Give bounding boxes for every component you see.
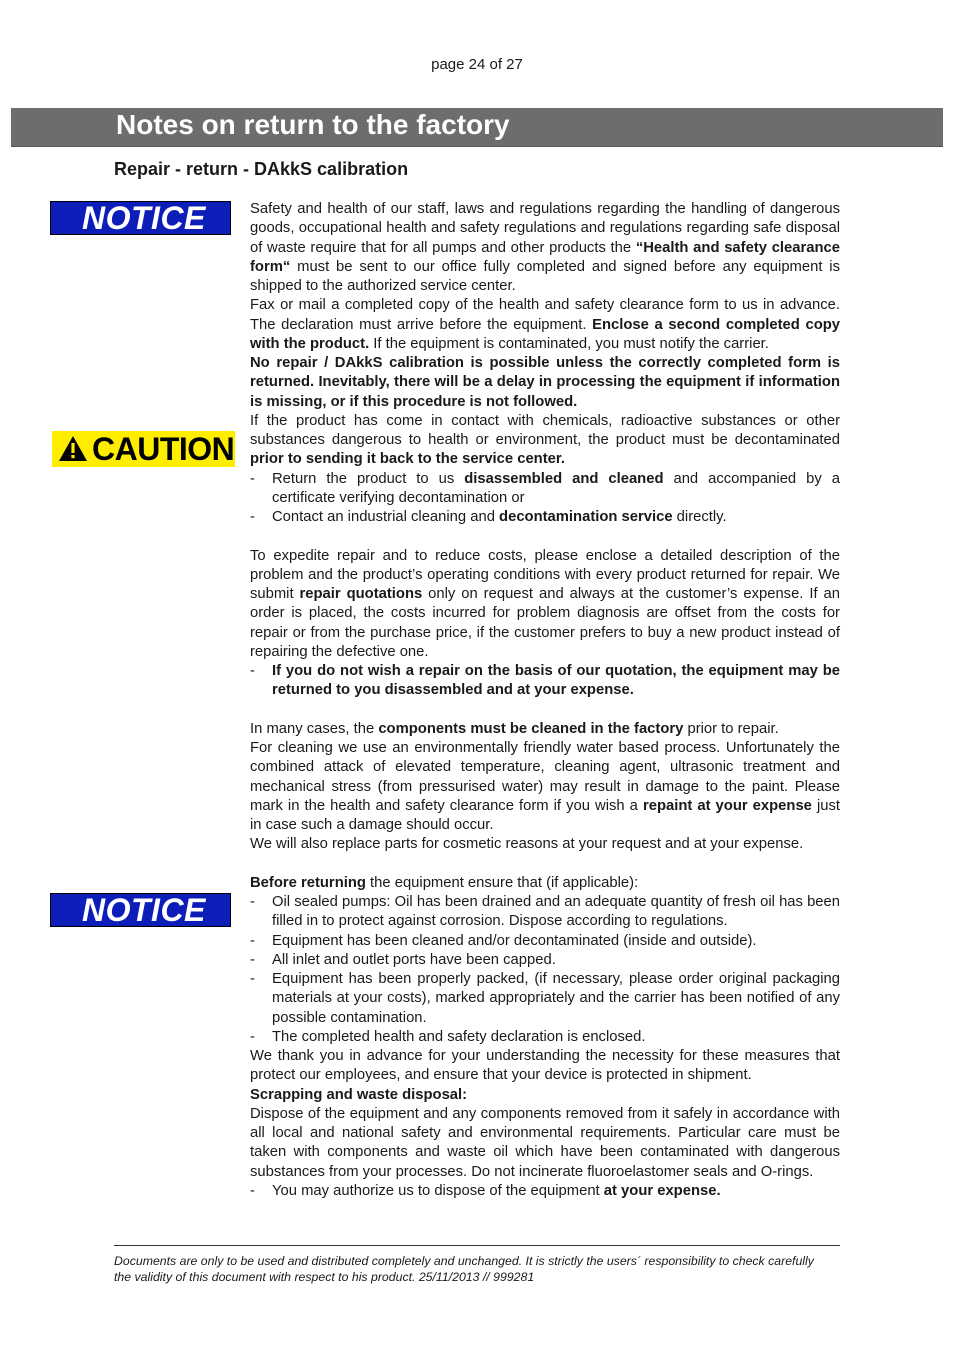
page-number: page 24 of 27 [431, 56, 523, 73]
text-segment: prior to repair. [683, 720, 779, 737]
warning-triangle-icon [58, 435, 88, 462]
paragraph-cosmetic: We will also replace parts for cosmetic reasons at your request and at your expense. [250, 836, 804, 853]
list-item: - All inlet and outlet ports have been capped. [250, 951, 840, 970]
text-segment: Fax or mail a completed copy of the health and safety clearance form to us in advance. The declaration must arrive before the equipment. [250, 297, 840, 333]
text-segment: only on request and always at the customer’s expense. If an order is placed, the costs incurred for problem diagnosis are offset from the costs for repair or from the purchase price, if the customer prefers to buy a new product instead of repairing the defective one. [250, 586, 840, 660]
quotation-list [250, 662, 840, 701]
list-item [250, 1182, 840, 1201]
list-item [250, 662, 840, 701]
paragraph-disposal: Dispose of the equipment and any components removed from it safely in accordance with all local and national safety and environmental requirements. Particular care must be taken with components and waste oil which have been contaminated with dangerous substances from your processes. Do not incinerate fluoroelastomer seals and O-rings. [250, 1105, 840, 1180]
bold-segment: If you do not wish a repair on the basis of our quotation, the equipment may be returned to you disassembled and at your expense. [272, 663, 840, 699]
text-segment: the equipment ensure that (if applicable): [365, 874, 639, 891]
text-segment: Return the product to us [272, 470, 465, 487]
notice-badge-label: NOTICE [82, 201, 206, 235]
bold-segment: disassembled and cleaned [464, 470, 664, 487]
bold-segment: repaint at your expense [642, 797, 812, 814]
paragraph-before-returning [250, 874, 840, 893]
bold-segment: Before returning [250, 874, 366, 891]
list-item: - The completed health and safety declaration is enclosed. [250, 1028, 840, 1047]
heading-scrapping [250, 1086, 840, 1105]
text-segment: must be sent to our office fully completed and signed before any equipment is shipped to the authorized service center. [250, 258, 840, 294]
decontamination-list [250, 470, 840, 528]
footer-disclaimer [114, 1253, 844, 1285]
list-item: - Equipment has been cleaned and/or decontaminated (inside and outside). [250, 932, 840, 951]
bold-segment: prior to sending it back to the service center. [250, 451, 565, 468]
list-item [250, 508, 840, 527]
caution-badge [52, 431, 235, 467]
bold-segment: repair quotations [299, 586, 423, 602]
paragraph-contamination [250, 412, 840, 470]
list-item: - Oil sealed pumps: Oil has been drained and an adequate quantity of fresh oil has been filled in to protect against corrosion. Dispose according to regulations. [250, 893, 840, 932]
text-segment: Safety and health of our staff, laws and regulations regarding the handling of dangerous goods, occupational health and safety regulations and regulations regarding safe disposal of waste require that for all pumps and other products the [250, 201, 840, 256]
paragraph-no-repair [250, 354, 840, 412]
bold-segment: Scrapping and waste disposal: [250, 1086, 468, 1103]
notice-badge-2 [50, 893, 231, 927]
paragraph-expedite [250, 547, 840, 663]
footer-line: the validity of this document with respect to his product. 25/11/2013 // 999281 [114, 1270, 535, 1284]
bold-segment: components must be cleaned in the factory [378, 720, 684, 737]
paragraph-thanks: We thank you in advance for your understanding the necessity for these measures that protect our employees, and ensure that your device is protected in shipment. [250, 1048, 840, 1084]
list-item: - Equipment has been properly packed, (if necessary, please order original packaging materials at your costs), marked appropriately and the carrier has been notified of any possible contamination. [250, 970, 840, 1028]
page-title: Notes on return to the factory [116, 109, 510, 140]
disposal-list [250, 1182, 840, 1201]
checklist [250, 893, 840, 1047]
bold-segment: No repair / DAkkS calibration is possible unless the correctly completed form is returned. Inevitably, there will be a delay in processing the equipment if information is missing, or if this procedure is not followed. [250, 355, 840, 410]
bold-segment: decontamination service [499, 509, 673, 525]
footer-line: Documents are only to be used and distributed completely and unchanged. It is strictly the users´ responsibility to check carefully [114, 1254, 814, 1268]
text-segment: If the equipment is contaminated, you must notify the carrier. [369, 335, 769, 352]
footer-divider [114, 1245, 840, 1246]
notice-badge [50, 201, 231, 235]
paragraph-fax [250, 296, 840, 354]
text-segment: Contact an industrial cleaning and [272, 509, 500, 525]
section-subtitle: Repair - return - DAkkS calibration [114, 159, 409, 179]
bold-segment: “Health and safety clearance form“ [250, 239, 840, 275]
text-segment: For cleaning we use an environmentally friendly water based process. Unfortunately the combined attack of elevated temperature, cleaning agent, ultrasonic treatment and mechanical stress (from pressurised water) may result in damage to the paint. Please mark in the health and safety clearance form if you wish a [250, 740, 840, 814]
text-segment: and accompanied by a certificate verifying decontamination or [272, 470, 840, 506]
caution-badge-label: CAUTION [92, 431, 235, 467]
text-segment: To expedite repair and to reduce costs, please enclose a detailed description of the problem and the product’s operating conditions with every product returned for repair. We submit [250, 547, 840, 602]
text-segment: In many cases, the [250, 720, 379, 737]
paragraph-paint [250, 739, 840, 835]
text-segment: directly. [672, 509, 727, 525]
list-item [250, 470, 840, 509]
text-segment: If the product has come in contact with chemicals, radioactive substances or other substances dangerous to health or environment, the product must be decontaminated [250, 412, 840, 448]
paragraph-cleaning [250, 720, 840, 739]
bold-segment: Enclose a second completed copy with the product. [250, 316, 840, 352]
title-bar [11, 108, 943, 147]
bold-segment: at your expense. [603, 1182, 721, 1199]
paragraph-safety [250, 200, 840, 296]
text-segment: just in case such a damage should occur. [250, 797, 840, 833]
notice-badge-label-2: NOTICE [82, 893, 206, 927]
text-segment: You may authorize us to dispose of the equipment [272, 1182, 604, 1199]
main-content [250, 200, 840, 1201]
